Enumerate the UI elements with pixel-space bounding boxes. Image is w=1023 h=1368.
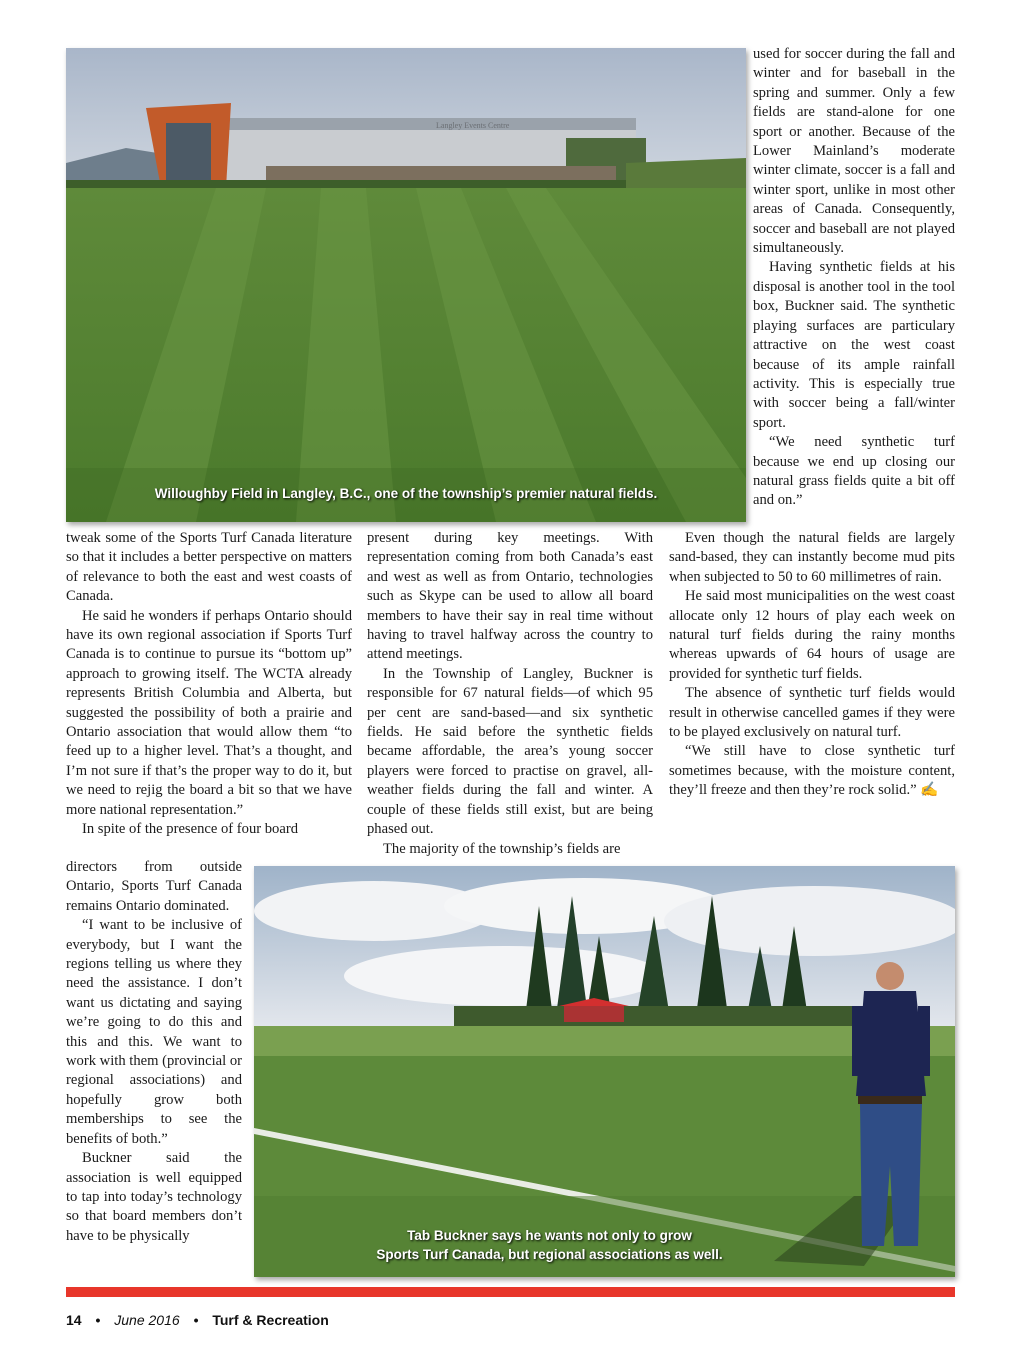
- article-column-3-continued: [669, 529, 955, 801]
- paragraph: He said he wonders if perhaps Ontario should have its own regional association if Sports Turf Canada is to continue to pursue its “bottom up” approach to growing itself. The WCTA already represents British Columbia and Alberta, but suggested the possibility of both a prairie and Ontario association that would allow them “to feed up to a higher level. That’s a thought, and I’m not sure if that’s the proper way to do it, but we need to rejig the board a bit so that we have more national representation.”: [66, 607, 352, 818]
- issue-date: June 2016: [114, 1312, 180, 1328]
- paragraph: “I want to be inclusive of everybody, but I want the regions telling us where they need the assistance. I don’t want us dictating and saying we’re going to do this and this and this. We want to work with them (provincial or regional associations) and hopefully grow both memberships to see the benefits of both.”: [66, 917, 242, 1147]
- footer-bullet: •: [193, 1312, 199, 1328]
- building-sign: Langley Events Centre: [436, 121, 510, 130]
- article-column-3: [753, 45, 955, 511]
- article-column-1: [66, 529, 352, 840]
- page-number: 14: [66, 1312, 82, 1328]
- paragraph: Having synthetic fields at his disposal is another tool in the tool box, Buckner said. The synthetic playing surfaces are particulary attractive on the west coast because of its ample rainfall activity. This is especially true with soccer being a fall/winter sport.: [753, 259, 955, 431]
- field-illustration: [66, 48, 746, 522]
- footer-rule: [66, 1287, 955, 1297]
- paragraph: Even though the natural fields are largely sand-based, they can instantly become mud pits when subjected to 50 to 60 millimetres of rain.: [669, 530, 955, 585]
- buckner-field-illustration: [254, 866, 955, 1277]
- publication-name: Turf & Recreation: [212, 1312, 329, 1328]
- photo-caption-top: Willoughby Field in Langley, B.C., one of the township’s premier natural fields.: [154, 486, 658, 501]
- paragraph: Buckner said the association is well equipped to tap into today’s technology so that board members don’t have to be physically: [66, 1150, 242, 1244]
- paragraph: “We need synthetic turf because we end up closing our natural grass fields quite a bit off and on.”: [753, 434, 955, 509]
- page-footer: [66, 1312, 339, 1328]
- photo-caption-bottom-line1: Tab Buckner says he wants not only to grow: [407, 1228, 692, 1243]
- paragraph: He said most municipalities on the west coast allocate only 12 hours of play each week on natural turf fields during the rainy months whereas upwards of 64 hours of usage are provided for synthetic turf fields.: [669, 588, 955, 682]
- article-column-2: [367, 529, 653, 859]
- paragraph: directors from outside Ontario, Sports Turf Canada remains Ontario dominated.: [66, 859, 242, 914]
- paragraph: “We still have to close synthetic turf sometimes because, with the moisture content, they’ll freeze and then they’re rock solid.” ✍: [669, 743, 955, 799]
- photo-willoughby-field: [66, 48, 746, 522]
- photo-tab-buckner: [254, 866, 955, 1277]
- paragraph: In spite of the presence of four board: [82, 821, 298, 838]
- paragraph: present during key meetings. With representation coming from both Canada’s east and west as well as from Ontario, technologies such as Skype can be used to allow all board members to have their say in real time without having to travel halfway across the country to attend meetings.: [367, 530, 653, 663]
- paragraph: The majority of the township’s fields are: [383, 840, 621, 857]
- paragraph: tweak some of the Sports Turf Canada literature so that it includes a better perspective on matters of relevance to both the east and west coasts of Canada.: [66, 530, 352, 605]
- photo-caption-bottom-line2: Sports Turf Canada, but regional associations as well.: [376, 1247, 723, 1262]
- paragraph: In the Township of Langley, Buckner is responsible for 67 natural fields—of which 95 per cent are sand-based—and six synthetic fields. He said before the synthetic fields became affordable, the area’s young soccer players were forced to practise on gravel, all-weather fields during the fall and winter. A couple of these fields still exist, but are being phased out.: [367, 665, 653, 838]
- paragraph: used for soccer during the fall and winter and for baseball in the spring and summer. Only a few fields are stand-alone for one sport or another. Because of the Lower Mainland’s moderate winter climate, soccer is a fall and winter sport, unlike in most other areas of Canada. Consequently, soccer and baseball are not played simultaneously.: [753, 46, 955, 257]
- footer-bullet: •: [95, 1312, 101, 1328]
- article-column-1-continued: [66, 858, 242, 1246]
- paragraph: The absence of synthetic turf fields would result in otherwise cancelled games if they were to be played exclusively on natural turf.: [669, 685, 955, 741]
